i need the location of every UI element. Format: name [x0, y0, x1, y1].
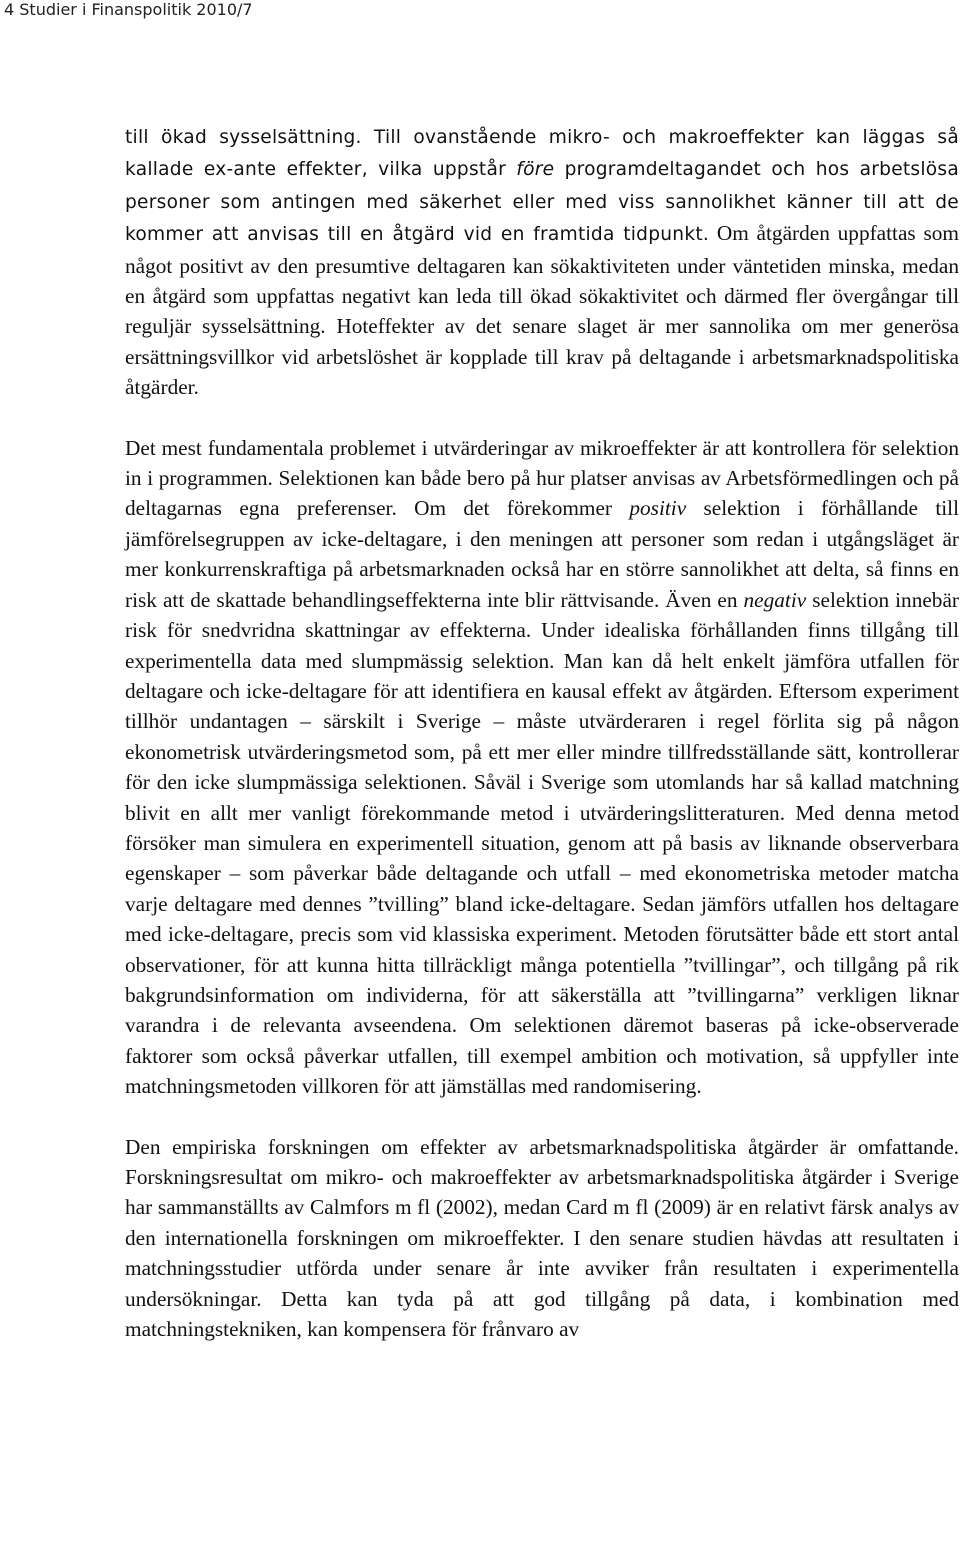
document-body — [125, 121, 959, 1344]
paragraph-1-text-c: Om åtgärden uppfattas som något positivt av den presumtive deltagaren kan sökaktiviteten under väntetiden minska, medan en åtgärd som uppfattas negativt kan leda till ökad sökaktivitet och därmed fler övergångar till reguljär sysselsättning. Hoteffekter av det senare slaget är mer sannolika om mer generösa ersättningsvillkor vid arbetslöshet är kopplade till krav på deltagande i arbetsmarknadspolitiska åtgärder. — [125, 221, 959, 400]
emphasis-positiv: positiv — [629, 496, 687, 521]
paragraph-1-text-b: programdeltagandet och hos arbetslösa personer som antingen med säkerhet eller med viss sannolikhet känner till att de kommer att anvisas till en åtgärd vid en framtida tidpunkt. — [125, 159, 959, 246]
running-header: 4 Studier i Finanspolitik 2010/7 — [4, 0, 253, 19]
paragraph-2-text-b: selektion i förhållande till jämförelsegruppen av icke-deltagare, i den meningen att personer som redan i utgångsläget är mer konkurrenskraftiga på arbetsmarknaden också har en större sannolikhet att delta, så finns en risk att de skattade behandlingseffekterna inte blir rättvisande. Även en — [125, 496, 959, 612]
emphasis-negativ: negativ — [743, 587, 807, 612]
paragraph-2 — [125, 433, 959, 1102]
emphasis-fore: före — [516, 159, 555, 181]
paragraph-3: Den empiriska forskningen om effekter av arbetsmarknadspolitiska åtgärder är omfattande. Forskningsresultat om mikro- och makroeffekter av arbetsmarknadspolitiska åtgärder i Sverige har sammanställts av Calmfors m fl (2002), medan Card m fl (2009) är en relativt färsk analys av den internationella forskningen om mikroeffekter. I den senare studien hävdas att resultaten i matchningsstudier utförda under senare år inte avviker från resultaten i experimentella undersökningar. Detta kan tyda på att god tillgång på data, i kombination med matchningstekniken, kan kompensera för frånvaro av — [125, 1134, 959, 1342]
paragraph-2-text-c: selektion innebär risk för snedvridna skattningar av effekterna. Under idealiska förhållanden finns tillgång till experimentella data med slumpmässig selektion. Man kan då helt enkelt jämföra utfallen för deltagare och icke-deltagare för att identifiera en kausal effekt av åtgärden. Eftersom experiment tillhör undantagen – särskilt i Sverige – måste utvärderaren i regel förlita sig på någon ekonometrisk utvärderingsmetod som, på ett mer eller mindre tillfredsställande sätt, kontrollerar för den icke slumpmässiga selektionen. Såväl i Sverige som utomlands har så kallad matchning blivit en allt mer vanligt förekommande metod i utvärderingslitteraturen. Med denna metod försöker man simulera en experimentell situation, genom att på basis av liknande observerbara egenskaper – som påverkar både deltagande och utfall – med ekonometriska metoder matcha varje deltagare med dennes ”tvilling” bland icke-deltagare. Sedan jämförs utfallen hos deltagare med icke-deltagare, precis som vid klassiska experiment. Metoden förutsätter både ett stort antal observationer, för att kunna hitta tillräckligt många potentiella ”tvillingar”, och tillgång på rik bakgrundsinformation om individerna, för att säkerställa att ”tvillingarna” verkligen liknar varandra i de relevanta avseendena. Om selektionen däremot baseras på icke-observerade faktorer som också påverkar utfallen, till exempel ambition och motivation, så uppfyller inte matchningsmetoden villkoren för att jämställas med randomisering. — [125, 587, 959, 1099]
paragraph-1-text-a: till ökad sysselsättning. Till ovanstående mikro- och makroeffekter kan läggas så kallade ex-ante effekter, vilka uppstår — [125, 127, 959, 181]
paragraph-1 — [125, 121, 959, 403]
paragraph-2-text-a: Det mest fundamentala problemet i utvärderingar av mikroeffekter är att kontrollera för selektion in i programmen. Selektionen kan både bero på hur platser anvisas av Arbetsförmedlingen och på deltagarnas egna preferenser. Om det förekommer — [125, 435, 959, 521]
